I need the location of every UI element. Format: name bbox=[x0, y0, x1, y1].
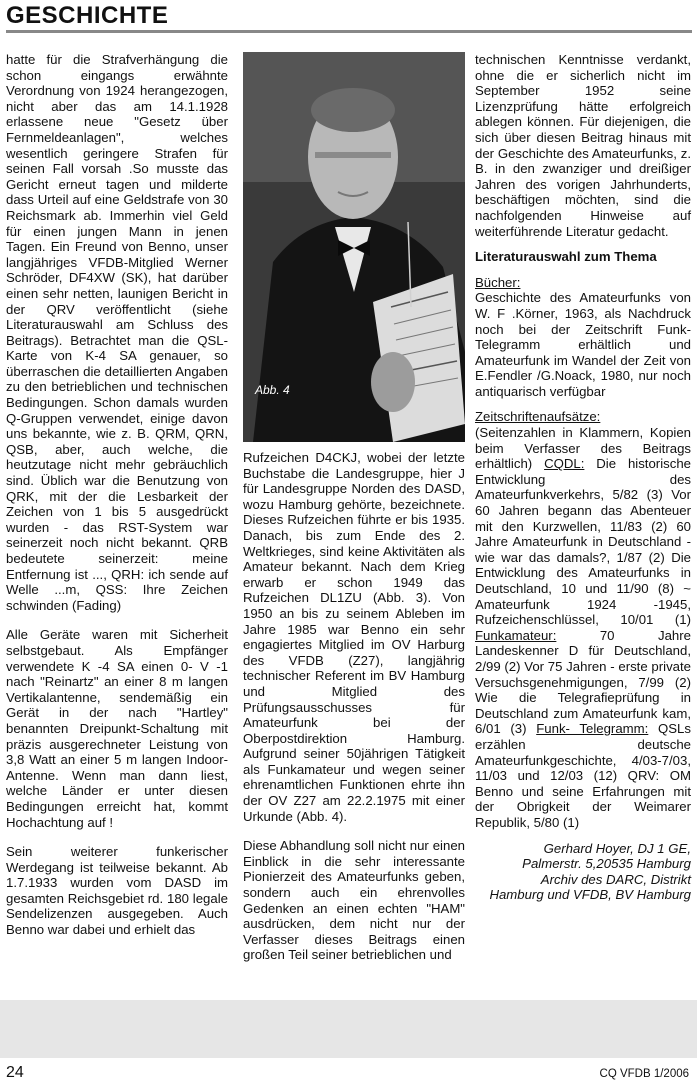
cqdl-text: Die historische Entwicklung des Amateurfunkverkehrs, 5/82 (3) Vor 60 Jahren begann das Abenteuer mit den Kurzwellen, 11/83 (2) 60 Jahre Amateurfunk in Deutschland - wie war das damals?, 1/87 (2) Die Entwicklung des Amateurfunks in Deutschland, 10 und 11/90 (8) ~ Amateurfunk 1924 -1945, Rufzeichenschlüssel, 10/01 (1) bbox=[475, 456, 691, 628]
books-text: Geschichte des Amateurfunks von W. F .Körner, 1963, als Nachdruck noch bei der Zeitschrift Funk-Telegramm erhältlich und Amateurfunk im Wandel der Zeit von E.Fendler /G.Noack, 1980, nur noch antiquarisch verfügbar bbox=[475, 290, 691, 399]
paragraph: hatte für die Strafverhängung die schon eingangs erwähnte Verordnung von 1924 herangezogen, nicht aber das am 14.1.1928 erlassene neue "Gesetz über Fernmeldeanlagen", welches wesentlich geringere Strafen für seinen Fall vorsah .So musste das Gericht erneut tagen und milderte dass Urteil auf eine Geldstrafe von 30 Reichsmark ab. Immerhin viel Geld für einen jungen Mann in jenen Tagen. Ein Freund von Benno, unser langjähriges VFDB-Mitglied Werner Schröder, DF4XW (SK), hat darüber einen sehr netten, launigen Bericht in der QRV veröffentlicht (siehe Literaturauswahl am Schluss des Beitrags). Betrachtet man die QSL-Karte von K-4 SA genauer, so überraschen die detaillierten Angaben zu den betrieblichen und technischen Bedingungen. Schon damals wurden Q-Gruppen verwendet, einige davon uns bekannte, wie z. B. QRM, QRN, QSB, aber, auch welche, die heutzutage nicht mehr gebräuchlich sind. Üblich war die Benutzung von QRK, mit der die Lesbarkeit der Zeichen von 1 bis 5 ausgedrückt wurden - das RST-System war seinerzeit noch nicht bekannt. QRB bedeutete seinerzeit: meine Entfernung ist ..., QRH: ich sende auf Welle ...m, QSS: Ihre Zeichen schwinden (Fading) bbox=[6, 52, 228, 613]
page-number: 24 bbox=[6, 1064, 24, 1081]
articles-label: Zeitschriftenaufsätze: bbox=[475, 409, 601, 425]
section-title: GESCHICHTE bbox=[6, 2, 169, 29]
paragraph: technischen Kenntnisse verdankt, ohne die er sicherlich nicht im September 1952 seine Lizenzprüfung hätte erfolgreich ablegen können. Für diejenigen, die sich über diesen Beitrag hinaus mit der Geschichte des Amateurfunks, z. B. in den zwanziger und dreißiger Jahren des vorigen Jahrhunderts, beschäftigen möchten, sind die nachfolgenden Hinweise auf weiterführende Literatur gedacht. bbox=[475, 52, 691, 239]
paragraph: Diese Abhandlung soll nicht nur einen Einblick in die sehr interessante Pionierzeit des Amateurfunks geben, sondern auch ein ehrenvolles Gedenken an einen echten "HAM" ausdrücken, dem nicht nur der Verfasser dieses Beitrags einen großen Teil seiner betrieblichen und bbox=[243, 838, 465, 963]
books-label: Bücher: bbox=[475, 274, 521, 290]
articles-intro: (Seitenzahlen in Klammern, Kopien beim Verfasser des Beitrags erhältlich) bbox=[475, 425, 691, 472]
page-header bbox=[6, 2, 692, 33]
column-2 bbox=[243, 450, 465, 977]
articles-section bbox=[475, 409, 691, 830]
header-rule bbox=[6, 30, 692, 33]
funkamateur-label: Funkamateur: bbox=[475, 627, 557, 643]
funk-telegramm-text: QSLs erzählen deutsche Amateurfunkgeschichte, 4/03-7/03, 11/03 und 12/03 (12) QRV: OM Benno und seine Erfahrungen mit der Obrigkeit der Weimarer Republik, 5/80 (1) bbox=[475, 721, 691, 830]
footer-band bbox=[0, 1000, 697, 1058]
column-3 bbox=[475, 52, 691, 913]
author-signature: Gerhard Hoyer, DJ 1 GE, Palmerstr. 5,20535 Hamburg Archiv des DARC, Distrikt Hamburg und VFDB, BV Hamburg bbox=[489, 840, 691, 903]
cqdl-label: CQDL: bbox=[544, 456, 585, 472]
paragraph: Rufzeichen D4CKJ, wobei der letzte Buchstabe die Landesgruppe, hier J für Landesgruppe Norden des DASD, wozu Hamburg gehörte, bezeichnete. Dieses Rufzeichen führte er bis 1935. Danach, bis zum Ende des 2. Weltkrieges, sind keine Aktivitäten als Amateur bekannt. Nach dem Krieg erwarb er schon 1949 das Rufzeichen DL1ZU (Abb. 3). Von 1950 an bis zu seinem Ableben im Jahre 1985 war Benno ein sehr engagiertes Mitglied im OV Harburg des VFDB (Z27), langjährig technischer Referent im BV Hamburg und Mitglied des Prüfungsausschusses für Amateurfunk bei der Oberpostdirektion Hamburg. Aufgrund seiner 50jährigen Tätigkeit als Funkamateur und wegen seiner ehrenamtlichen Funktionen ehrte ihn der OV Z27 am 22.2.1975 mit einer Urkunde (Abb. 4). bbox=[243, 450, 465, 824]
books-section bbox=[475, 275, 691, 400]
issue-label: CQ VFDB 1/2006 bbox=[599, 1068, 689, 1080]
funkamateur-text: 70 Jahre Landeskenner D für Deutschland, 2/99 (2) Vor 75 Jahren - erste private Versuchsgenehmigungen, 7/99 (2) Wie die Telegrafieprüfung in Deutschland zum Amateurfunk kam, 6/01 (3) bbox=[475, 627, 691, 737]
paragraph: Sein weiterer funkerischer Werdegang ist teilweise bekannt. Ab 1.7.1933 wurden vom DASD im gesamten Reichsgebiet rd. 180 legale Sendelizenzen ausgegeben. Auch Benno war dabei und erhielt das bbox=[6, 844, 228, 938]
paragraph: Alle Geräte waren mit Sicherheit selbstgebaut. Als Empfänger verwendete K -4 SA einen 0- V -1 nach "Reinartz" an einer 8 m langen Vertikalantenne, sendemäßig ein Gerät in der nach "Hartley" benannten Dreipunkt-Schaltung mit präzis ausgerechneter Leistung von 3,8 Watt an einer 5 m langen Indoor-Antenne. Wenn man dann liest, welche Länder er unter diesen Bedingungen erreicht hat, kommt Hochachtung auf ! bbox=[6, 627, 228, 830]
funk-telegramm-label: Funk- Telegramm: bbox=[536, 721, 649, 737]
photo-caption: Abb. 4 bbox=[255, 383, 290, 397]
column-1 bbox=[6, 52, 228, 952]
literature-heading: Literaturauswahl zum Thema bbox=[475, 249, 657, 265]
